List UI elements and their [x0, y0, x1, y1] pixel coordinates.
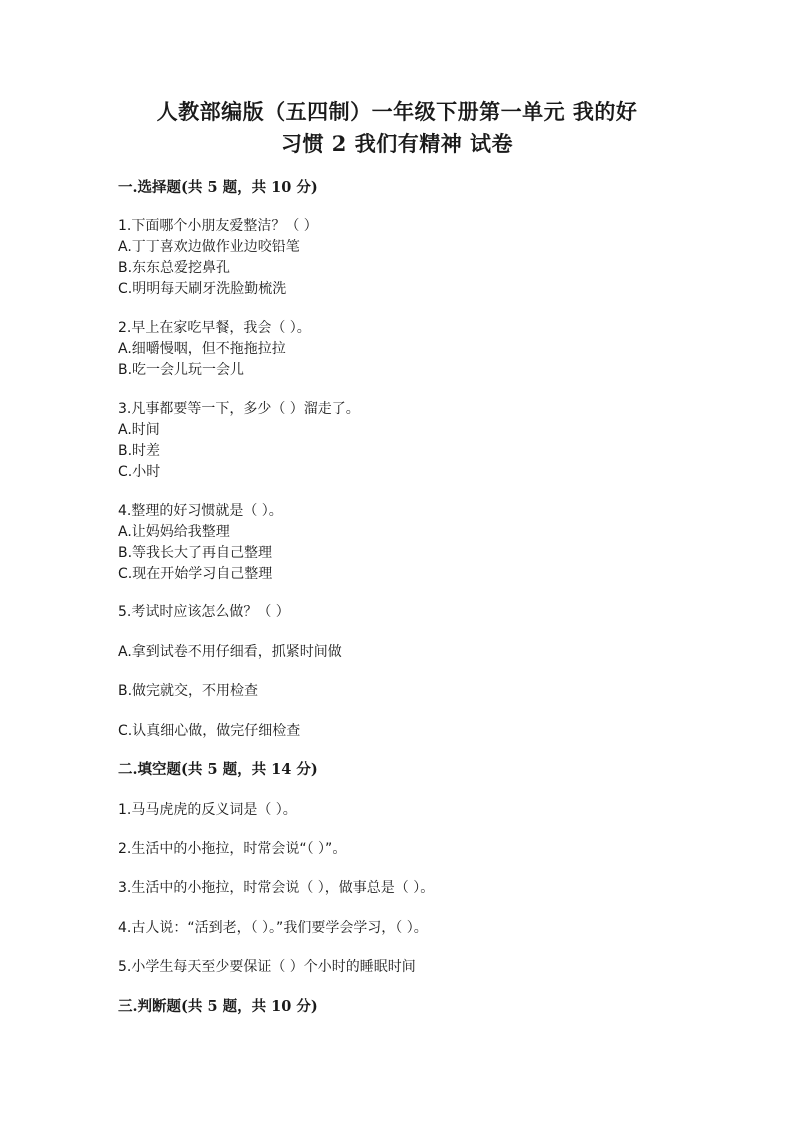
question-option: A.让妈妈给我整理	[118, 524, 230, 540]
fill-blank-item: 1.马马虎虎的反义词是（ ）。	[118, 802, 297, 818]
question-option: A.拿到试卷不用仔细看，抓紧时间做	[118, 644, 342, 660]
section-heading-judgement: 三.判断题(共 5 题，共 10 分)	[118, 998, 318, 1015]
fill-blank-item: 3.生活中的小拖拉，时常会说（ ），做事总是（ ）。	[118, 880, 435, 896]
section-heading-choice: 一.选择题(共 5 题，共 10 分)	[118, 179, 318, 196]
exam-title-line2: 习惯 2 我们有精神 试卷	[280, 131, 514, 156]
question-option: B.时差	[118, 443, 161, 459]
fill-blank-item: 2.生活中的小拖拉，时常会说“（ ）”。	[118, 841, 347, 857]
section-heading-fill-blank: 二.填空题(共 5 题，共 14 分)	[118, 761, 318, 778]
question-option: C.小时	[118, 464, 161, 480]
question-stem: 5.考试时应该怎么做？（ ）	[118, 604, 290, 620]
question-option: A.时间	[118, 422, 160, 438]
question-option: C.现在开始学习自己整理	[118, 566, 273, 582]
question-stem: 2.早上在家吃早餐，我会（ ）。	[118, 320, 311, 336]
fill-blank-item: 4.古人说：“活到老，（ ）。”我们要学会学习，（ ）。	[118, 920, 428, 936]
question-stem: 3.凡事都要等一下，多少（ ）溜走了。	[118, 401, 360, 417]
exam-title-line1: 人教部编版（五四制）一年级下册第一单元 我的好	[156, 99, 638, 124]
question-option: A.丁丁喜欢边做作业边咬铅笔	[118, 239, 300, 255]
question-option: B.吃一会儿玩一会儿	[118, 362, 245, 378]
fill-blank-item: 5.小学生每天至少要保证（ ）个小时的睡眠时间	[118, 959, 416, 975]
question-option: B.等我长大了再自己整理	[118, 545, 273, 561]
question-option: B.做完就交，不用检查	[118, 683, 259, 699]
question-stem: 4.整理的好习惯就是（ ）。	[118, 503, 283, 519]
question-option: B.东东总爱挖鼻孔	[118, 260, 231, 276]
question-stem: 1.下面哪个小朋友爱整洁？（ ）	[118, 218, 318, 234]
question-option: A.细嚼慢咽，但不拖拖拉拉	[118, 341, 286, 357]
question-option: C.明明每天刷牙洗脸勤梳洗	[118, 281, 287, 297]
question-option: C.认真细心做，做完仔细检查	[118, 723, 301, 739]
